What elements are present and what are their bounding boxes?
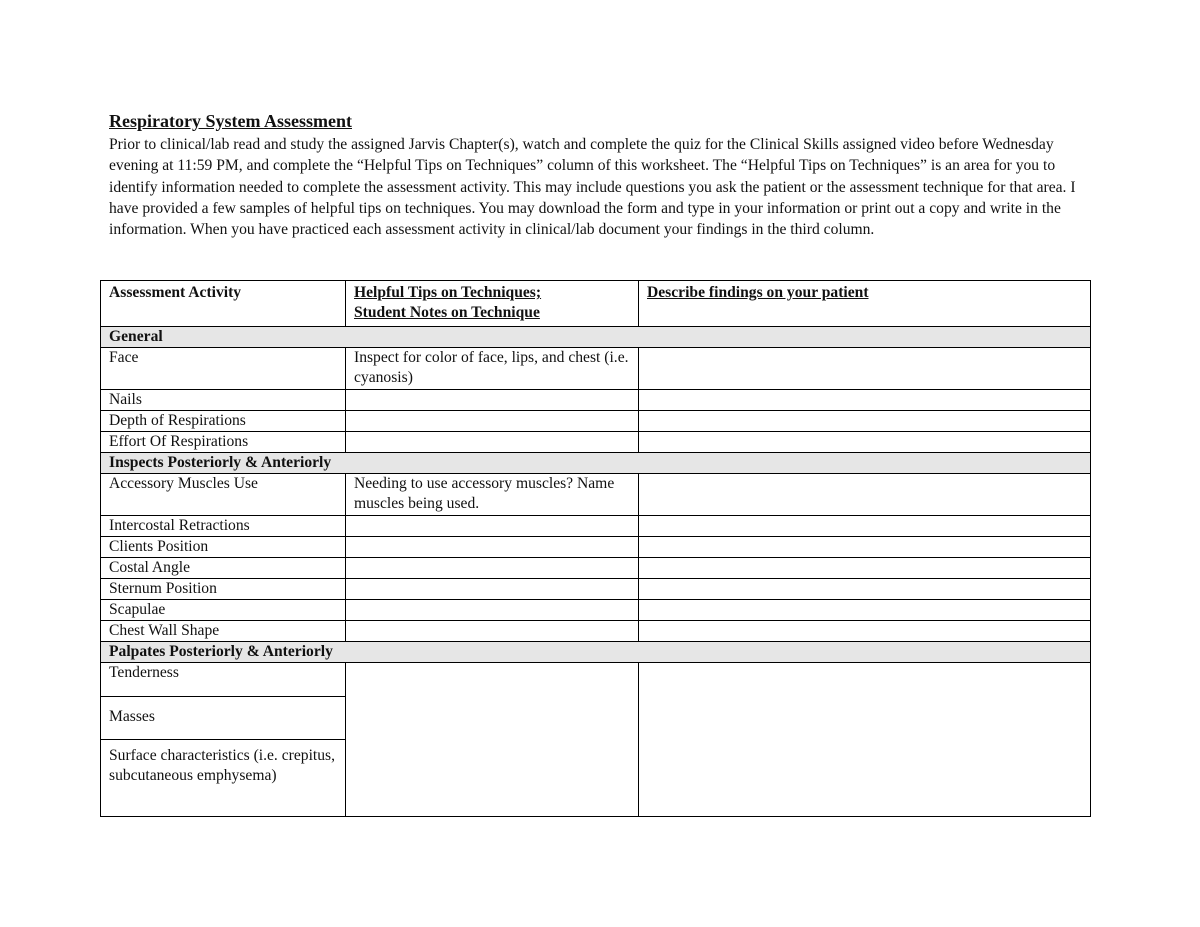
table-header-row xyxy=(101,281,1091,327)
tips-cell[interactable] xyxy=(346,516,639,537)
header-tips-line1: Helpful Tips on Techniques; xyxy=(354,284,542,301)
findings-cell[interactable] xyxy=(639,579,1091,600)
findings-cell[interactable] xyxy=(639,600,1091,621)
activity-cell: Clients Position xyxy=(101,537,346,558)
activity-cell: Surface characteristics (i.e. crepitus, subcutaneous emphysema) xyxy=(101,740,346,817)
table-row xyxy=(101,411,1091,432)
table-row xyxy=(101,474,1091,516)
table-row xyxy=(101,558,1091,579)
activity-cell: Intercostal Retractions xyxy=(101,516,346,537)
assessment-table xyxy=(100,280,1091,817)
tips-cell[interactable] xyxy=(346,600,639,621)
header-tips-line2: Student Notes on Technique xyxy=(354,304,540,321)
tips-cell[interactable] xyxy=(346,390,639,411)
findings-cell[interactable] xyxy=(639,537,1091,558)
findings-cell[interactable] xyxy=(639,411,1091,432)
activity-cell: Sternum Position xyxy=(101,579,346,600)
tips-cell[interactable] xyxy=(346,558,639,579)
section-row-general xyxy=(101,327,1091,348)
header-helpful-tips xyxy=(346,281,639,327)
findings-cell[interactable] xyxy=(639,621,1091,642)
table-row xyxy=(101,516,1091,537)
tips-cell[interactable]: Needing to use accessory muscles? Name muscles being used. xyxy=(346,474,639,516)
tips-cell[interactable] xyxy=(346,621,639,642)
header-findings-text: Describe findings on your patient xyxy=(647,284,869,301)
document-title: Respiratory System Assessment xyxy=(109,111,352,131)
activity-cell: Face xyxy=(101,348,346,390)
activity-cell: Effort Of Respirations xyxy=(101,432,346,453)
activity-cell: Depth of Respirations xyxy=(101,411,346,432)
activity-cell: Nails xyxy=(101,390,346,411)
findings-cell[interactable] xyxy=(639,348,1091,390)
table-row xyxy=(101,348,1091,390)
tips-cell[interactable] xyxy=(346,537,639,558)
table-row xyxy=(101,621,1091,642)
header-describe-findings xyxy=(639,281,1091,327)
findings-cell-merged[interactable] xyxy=(639,663,1091,817)
activity-cell: Scapulae xyxy=(101,600,346,621)
table-row xyxy=(101,600,1091,621)
table-row xyxy=(101,579,1091,600)
findings-cell[interactable] xyxy=(639,390,1091,411)
findings-cell[interactable] xyxy=(639,474,1091,516)
table-row xyxy=(101,663,1091,697)
tips-cell[interactable]: Inspect for color of face, lips, and chest (i.e. cyanosis) xyxy=(346,348,639,390)
table-row xyxy=(101,432,1091,453)
section-label: Palpates Posteriorly & Anteriorly xyxy=(101,642,1091,663)
activity-cell: Masses xyxy=(101,697,346,740)
table-row xyxy=(101,537,1091,558)
findings-cell[interactable] xyxy=(639,558,1091,579)
section-label: General xyxy=(101,327,1091,348)
section-label: Inspects Posteriorly & Anteriorly xyxy=(101,453,1091,474)
instructions-paragraph: Prior to clinical/lab read and study the assigned Jarvis Chapter(s), watch and complete the quiz for the Clinical Skills assigned video before Wednesday evening at 11:59 PM, and complete the “Helpful Tips on Techniques” column of this worksheet. The “Helpful Tips on Techniques” is an area for you to identify information needed to complete the assessment activity. This may include questions you ask the patient or the assessment technique for that area. I have provided a few samples of helpful tips on techniques. You may download the form and type in your information or print out a copy and write in the information. When you have practiced each assessment activity in clinical/lab document your findings in the third column. xyxy=(109,136,1076,239)
tips-cell-merged[interactable] xyxy=(346,663,639,817)
section-row-palpates xyxy=(101,642,1091,663)
tips-cell[interactable] xyxy=(346,411,639,432)
tips-cell[interactable] xyxy=(346,432,639,453)
header-assessment-activity: Assessment Activity xyxy=(101,281,346,327)
tips-cell[interactable] xyxy=(346,579,639,600)
findings-cell[interactable] xyxy=(639,516,1091,537)
section-row-inspects xyxy=(101,453,1091,474)
activity-cell: Costal Angle xyxy=(101,558,346,579)
activity-cell: Accessory Muscles Use xyxy=(101,474,346,516)
activity-cell: Chest Wall Shape xyxy=(101,621,346,642)
findings-cell[interactable] xyxy=(639,432,1091,453)
activity-cell: Tenderness xyxy=(101,663,346,697)
table-row xyxy=(101,390,1091,411)
